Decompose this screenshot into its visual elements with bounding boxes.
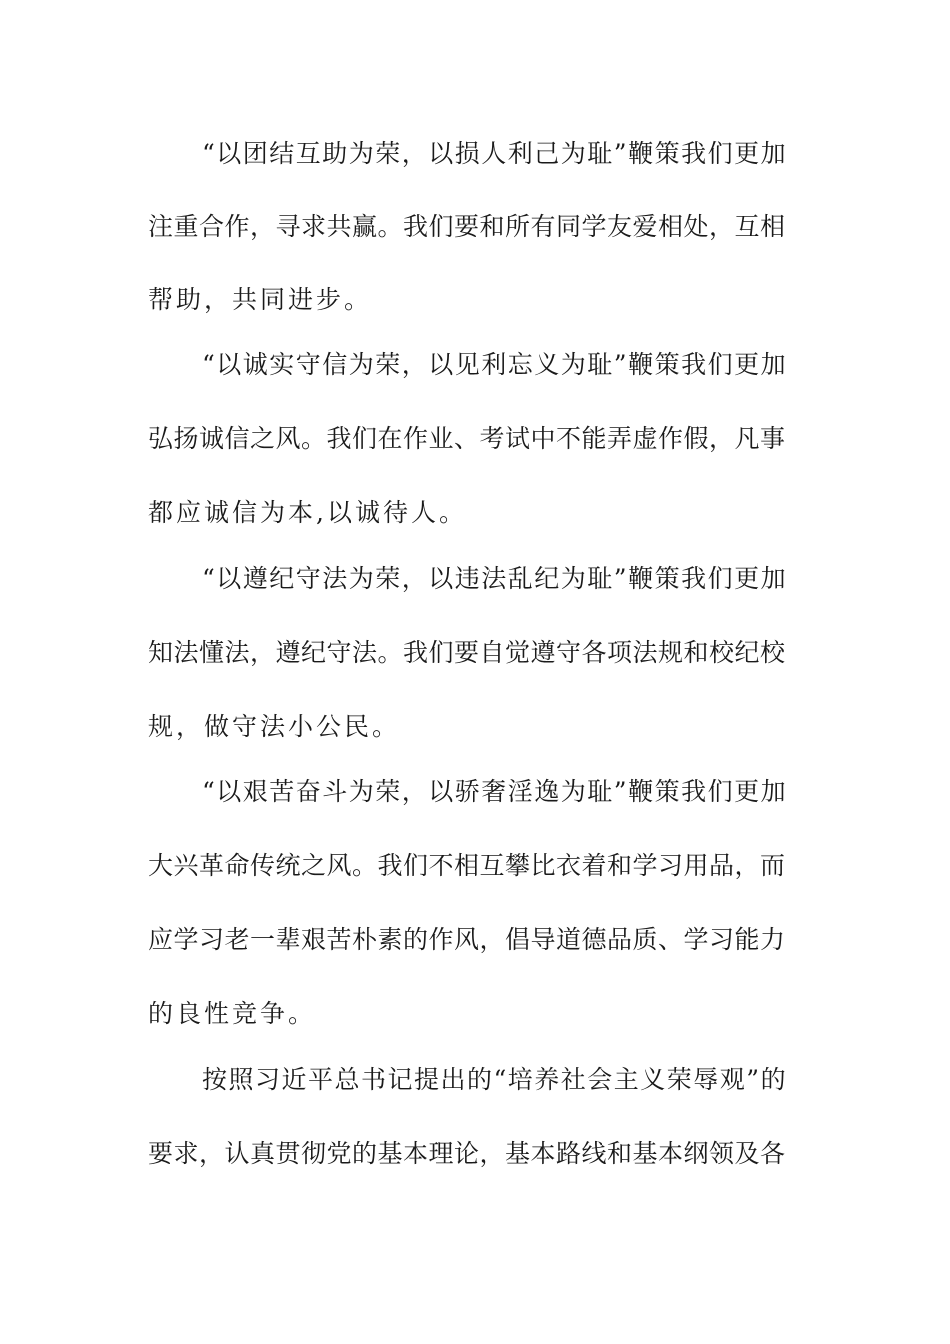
paragraph-line: “以诚实守信为荣，以见利忘义为耻”鞭策我们更加 [202, 350, 788, 379]
paragraph-line: 注重合作，寻求共赢。我们要和所有同学友爱相处，互相 [148, 212, 786, 241]
paragraph-line: 应学习老一辈艰苦朴素的作风，倡导道德品质、学习能力 [148, 925, 786, 954]
paragraph-line: 弘扬诚信之风。我们在作业、考试中不能弄虚作假，凡事 [148, 424, 786, 453]
paragraph-line: 按照习近平总书记提出的“培养社会主义荣辱观”的 [202, 1065, 788, 1094]
paragraph-line: 都应诚信为本,以诚待人。 [148, 498, 467, 527]
paragraph-line: “以团结互助为荣，以损人利己为耻”鞭策我们更加 [202, 139, 788, 168]
paragraph-line: 要求，认真贯彻党的基本理论，基本路线和基本纲领及各 [148, 1139, 786, 1168]
paragraph-line: 知法懂法，遵纪守法。我们要自觉遵守各项法规和校纪校 [148, 638, 786, 667]
paragraph-line: “以艰苦奋斗为荣，以骄奢淫逸为耻”鞭策我们更加 [202, 777, 788, 806]
paragraph-line: 规，做守法小公民。 [148, 712, 401, 741]
paragraph-line: “以遵纪守法为荣，以违法乱纪为耻”鞭策我们更加 [202, 564, 788, 593]
paragraph-line: 大兴革命传统之风。我们不相互攀比衣着和学习用品，而 [148, 851, 786, 880]
paragraph-line: 帮助，共同进步。 [148, 285, 373, 314]
paragraph-line: 的良性竞争。 [148, 999, 317, 1028]
